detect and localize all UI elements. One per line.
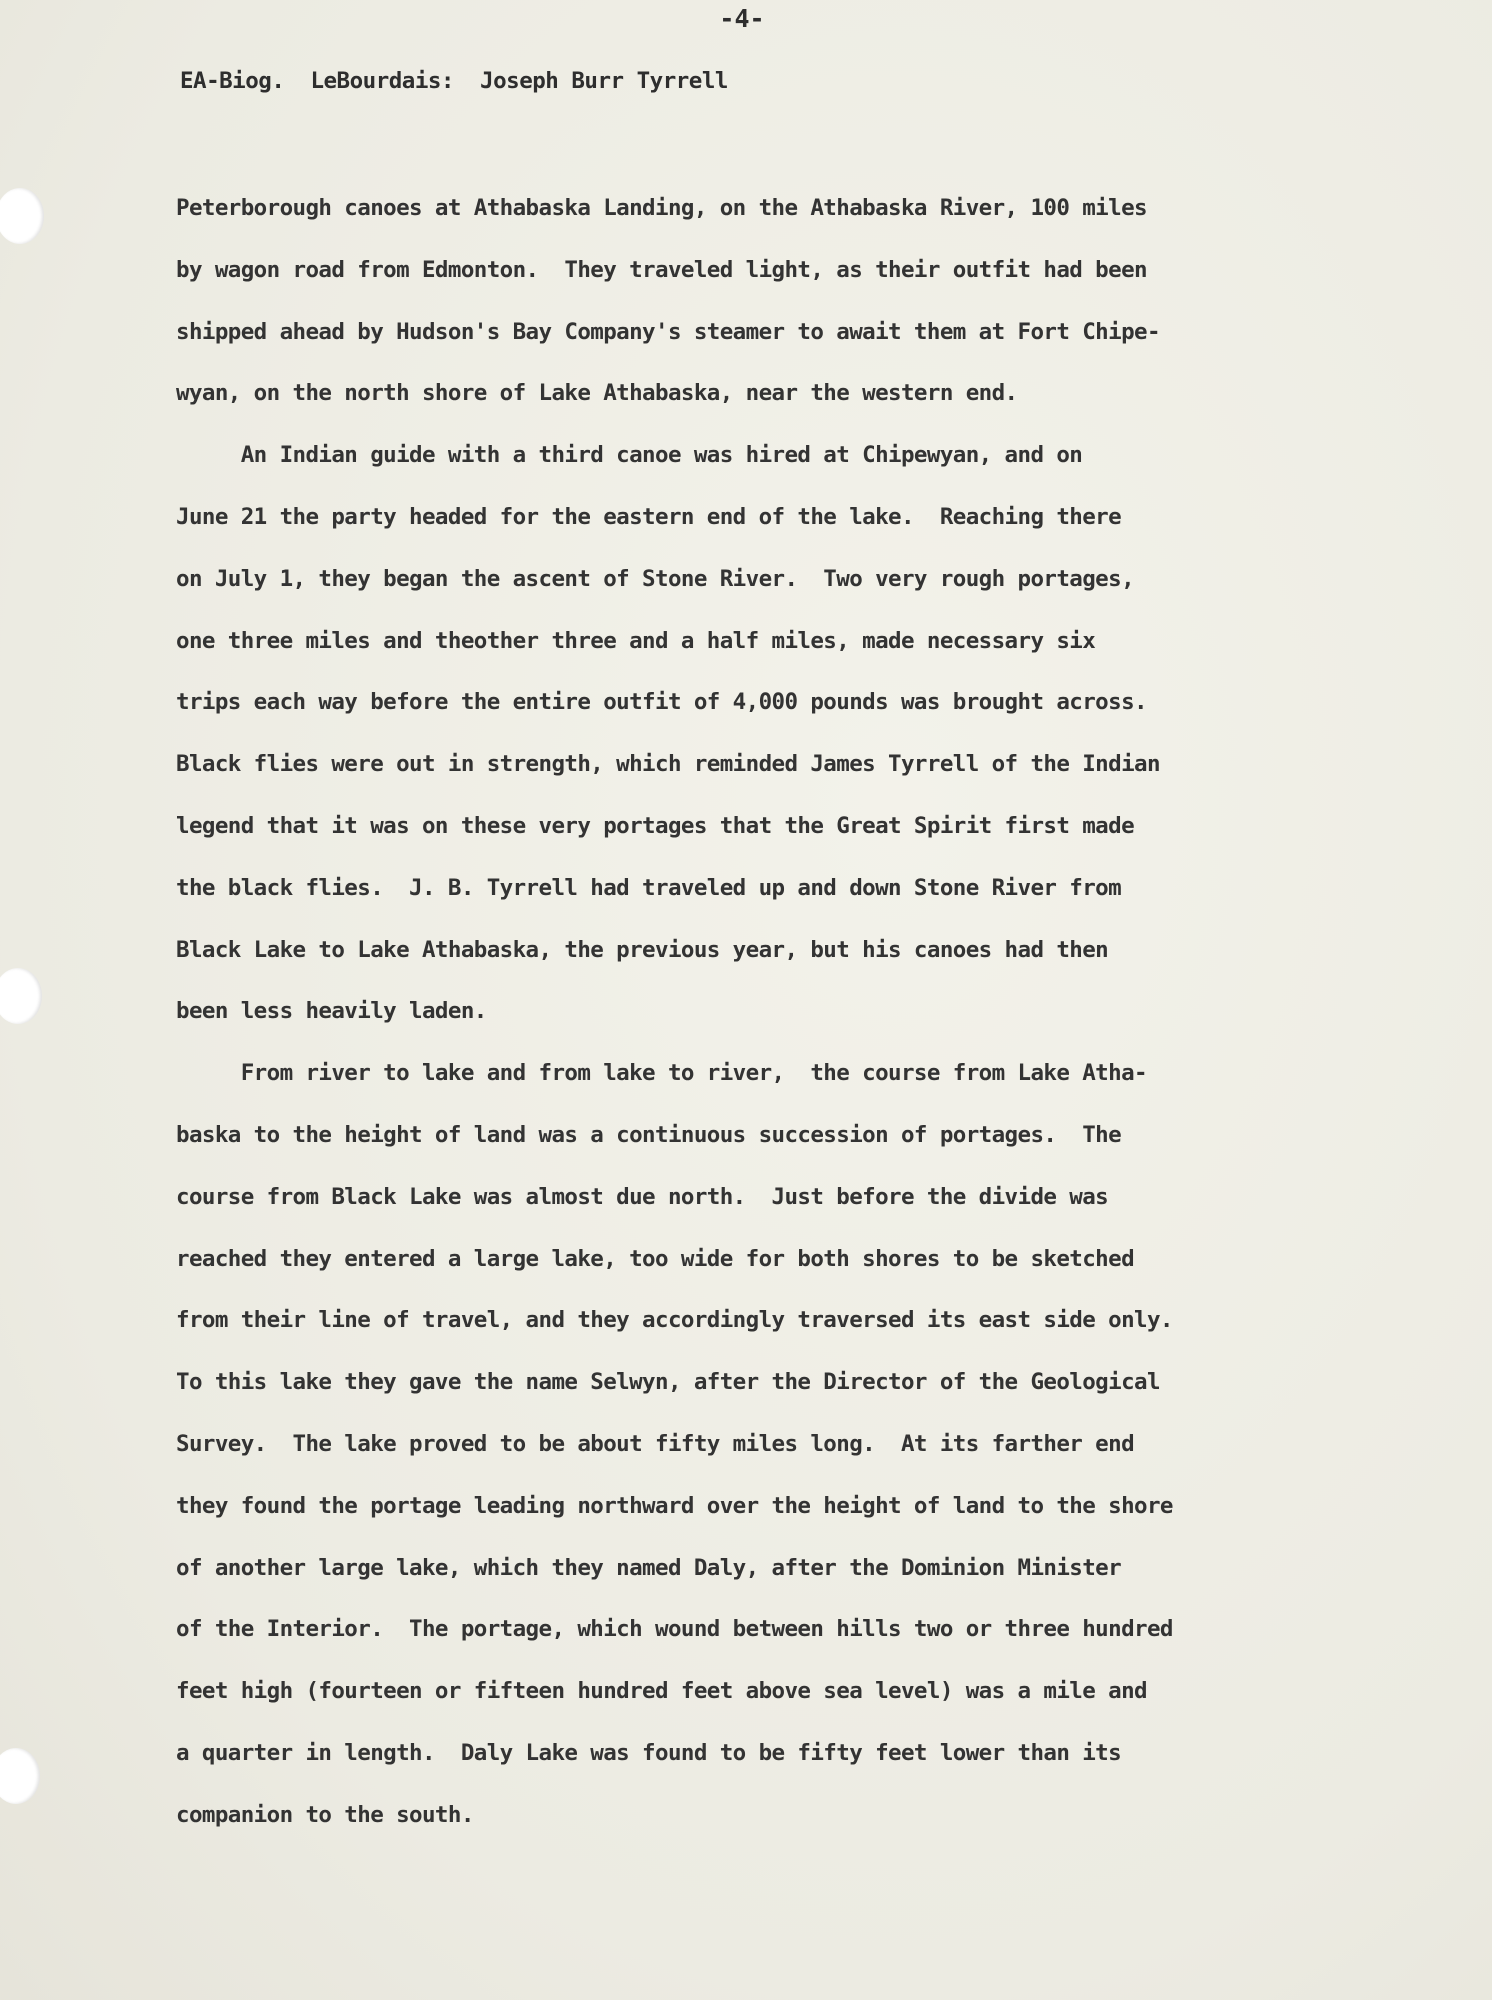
text-line: legend that it was on these very portages that the Great Spirit first made: [176, 812, 1135, 839]
punch-hole: [0, 188, 44, 244]
text-line: Black Lake to Lake Athabaska, the previous year, but his canoes had then: [176, 936, 1109, 963]
text-line: feet high (fourteen or fifteen hundred feet above sea level) was a mile and: [176, 1678, 1147, 1705]
text-line: Peterborough canoes at Athabaska Landing, on the Athabaska River, 100 miles: [176, 195, 1147, 221]
page-number: -4-: [719, 4, 765, 33]
punch-hole: [0, 1748, 40, 1804]
text-line: companion to the south.: [176, 1801, 474, 1828]
text-line: they found the portage leading northward over the height of land to the shore: [176, 1492, 1173, 1519]
text-line: reached they entered a large lake, too wide for both shores to be sketched: [176, 1245, 1135, 1272]
text-line: shipped ahead by Hudson's Bay Company's steamer to await them at Fort Chipe-: [176, 318, 1160, 345]
text-line: Survey. The lake proved to be about fifty miles long. At its farther end: [176, 1430, 1135, 1457]
text-line: An Indian guide with a third canoe was hired at Chipewyan, and on: [176, 442, 1083, 469]
text-line: been less heavily laden.: [176, 998, 487, 1025]
body-text: [176, 190, 1376, 1859]
text-line: wyan, on the north shore of Lake Athabaska, near the western end.: [176, 380, 1018, 407]
punch-hole: [0, 968, 42, 1024]
text-line: from their line of travel, and they accordingly traversed its east side only.: [176, 1307, 1173, 1334]
text-line: To this lake they gave the name Selwyn, after the Director of the Geological: [176, 1369, 1160, 1396]
page-header: EA-Biog. LeBourdais: Joseph Burr Tyrrell: [180, 68, 728, 94]
text-line: the black flies. J. B. Tyrrell had traveled up and down Stone River from: [176, 874, 1122, 901]
text-line: on July 1, they began the ascent of Stone River. Two very rough portages,: [176, 565, 1135, 592]
text-line: Black flies were out in strength, which reminded James Tyrrell of the Indian: [176, 751, 1160, 778]
text-line: June 21 the party headed for the eastern end of the lake. Reaching there: [176, 503, 1122, 530]
text-line: From river to lake and from lake to river, the course from Lake Atha-: [176, 1060, 1147, 1087]
text-line: trips each way before the entire outfit of 4,000 pounds was brought across.: [176, 689, 1147, 716]
text-line: baska to the height of land was a continuous succession of portages. The: [176, 1121, 1122, 1148]
text-line: of the Interior. The portage, which wound between hills two or three hundred: [176, 1616, 1173, 1643]
text-line: a quarter in length. Daly Lake was found to be fifty feet lower than its: [176, 1739, 1122, 1766]
text-line: of another large lake, which they named Daly, after the Dominion Minister: [176, 1554, 1122, 1581]
text-line: course from Black Lake was almost due north. Just before the divide was: [176, 1183, 1109, 1210]
text-line: one three miles and theother three and a half miles, made necessary six: [176, 627, 1096, 654]
text-line: by wagon road from Edmonton. They traveled light, as their outfit had been: [176, 256, 1147, 283]
